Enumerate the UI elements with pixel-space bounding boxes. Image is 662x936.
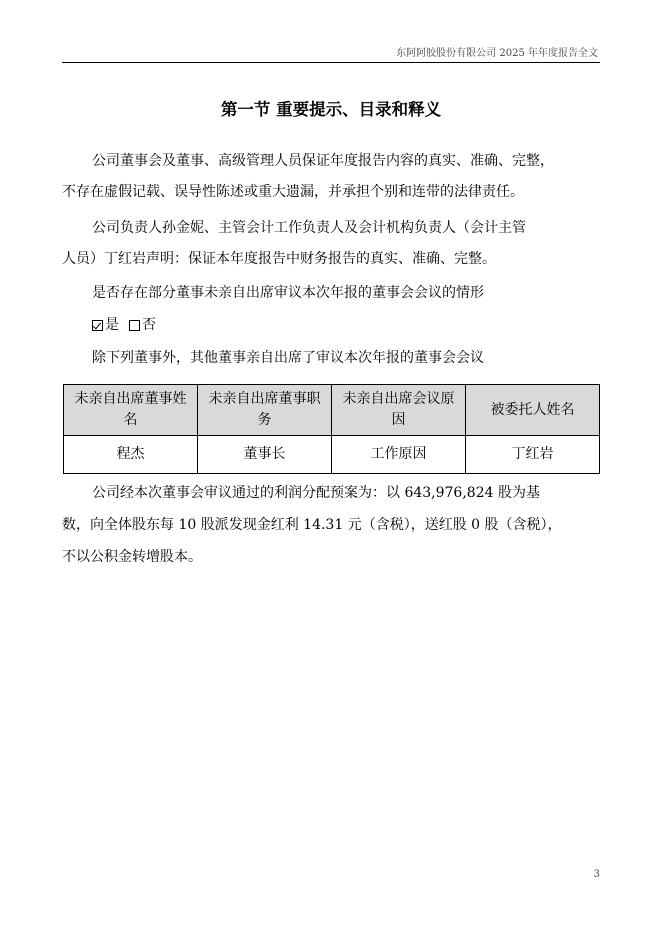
paragraph-guarantee-line-2: 不存在虚假记载、误导性陈述或重大遗漏，并承担个别和连带的法律责任。 — [62, 184, 524, 200]
table-cell: 工作原因 — [332, 436, 466, 474]
header-divider — [62, 62, 600, 63]
paragraph-absence-question: 是否存在部分董事未亲自出席审议本次年报的董事会会议的情形 — [92, 285, 484, 301]
table-header-cell: 未亲自出席会议原因 — [332, 385, 466, 436]
page-number: 3 — [593, 869, 600, 880]
checkbox-yes-checked-icon[interactable] — [92, 320, 103, 331]
paragraph-absent-directors-intro: 除下列董事外，其他董事亲自出席了审议本次年报的董事会会议 — [92, 350, 484, 366]
paragraph-declaration-line-1: 公司负责人孙金妮、主管会计工作负责人及会计机构负责人（会计主管 — [92, 220, 526, 236]
paragraph-profit-distribution-line-2: 数，向全体股东每 10 股派发现金红利 14.31 元（含税），送红股 0 股（含税）， — [62, 517, 562, 533]
checkbox-no-icon[interactable] — [129, 320, 140, 331]
table-header-cell: 被委托人姓名 — [466, 385, 600, 436]
absent-directors-table — [63, 384, 600, 474]
section-title: 第一节 重要提示、目录和释义 — [220, 100, 442, 119]
paragraph-profit-distribution-line-1: 公司经本次董事会审议通过的利润分配预案为：以 643,976,824 股为基 — [92, 485, 540, 501]
table-cell: 程杰 — [64, 436, 198, 474]
table-header-row — [64, 385, 600, 436]
paragraph-profit-distribution-line-3: 不以公积金转增股本。 — [62, 549, 202, 565]
paragraph-declaration-line-2: 人员）丁红岩声明：保证本年度报告中财务报告的真实、准确、完整。 — [62, 251, 496, 267]
absence-checkbox-group — [92, 316, 156, 334]
paragraph-guarantee-line-1: 公司董事会及董事、高级管理人员保证年度报告内容的真实、准确、完整， — [92, 153, 554, 169]
report-header-title: 东阿阿胶股份有限公司 2025 年年度报告全文 — [396, 48, 598, 59]
table-cell: 董事长 — [198, 436, 332, 474]
table-cell: 丁红岩 — [466, 436, 600, 474]
checkbox-yes-label: 是 — [105, 317, 119, 333]
table-row — [64, 436, 600, 474]
checkbox-no-label: 否 — [142, 317, 156, 333]
table-header-cell: 未亲自出席董事职务 — [198, 385, 332, 436]
table-header-cell: 未亲自出席董事姓名 — [64, 385, 198, 436]
